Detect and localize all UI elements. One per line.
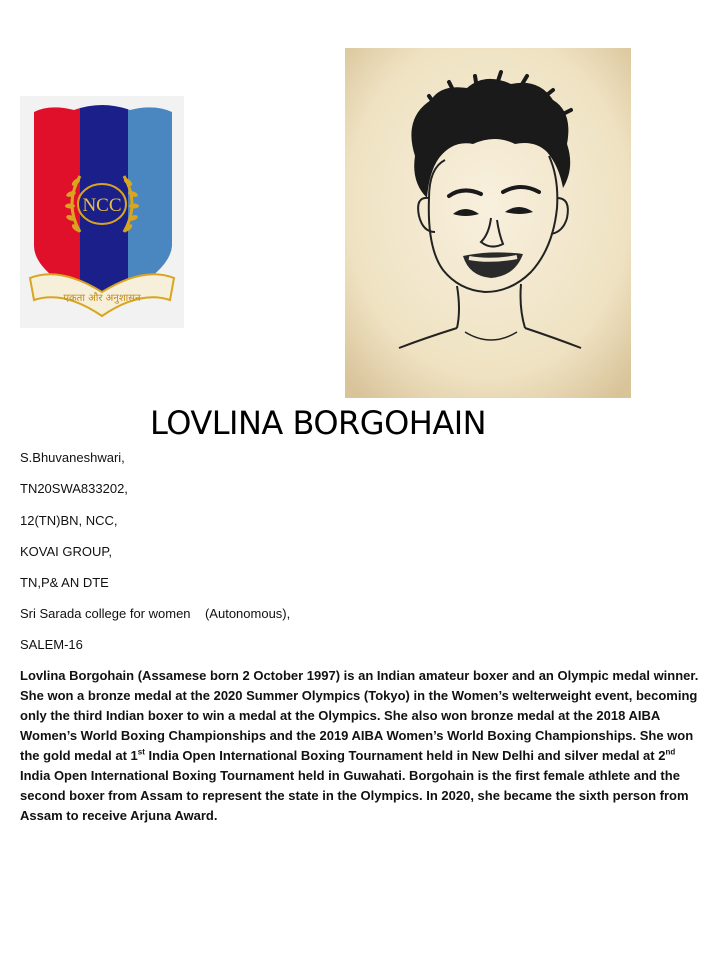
address-line-college: Sri Sarada college for women (Autonomous), — [20, 606, 291, 621]
page-title: LOVLINA BORGOHAIN — [150, 404, 487, 442]
biography-paragraph: Lovlina Borgohain (Assamese born 2 October 1997) is an Indian amateur boxer and an Olympic medal winner. She won a bronze medal at the 2020 Summer Olympics (Tokyo) in the Women’s welterweight event, becoming only the third Indian boxer to win a medal at the Olympics. She also won bronze medal at the 2018 AIBA Women’s World Boxing Championships and the 2019 AIBA Women’s World Boxing Championships. She won the gold medal at 1st India Open International Boxing Tournament held in New Delhi and silver medal at 2nd India Open International Boxing Tournament held in Guwahati. Borgohain is the first female athlete and the second boxer from Assam to represent the state in the Olympics. In 2020, she became the sixth person from Assam to receive Arjuna Award. — [20, 668, 699, 823]
address-line-directorate: TN,P& AN DTE — [20, 575, 109, 590]
address-line-battalion: 12(TN)BN, NCC, — [20, 513, 118, 528]
logo-emblem-text: NCC — [82, 195, 122, 216]
address-line-city: SALEM-16 — [20, 637, 83, 652]
ncc-logo — [20, 96, 184, 328]
address-line-name: S.Bhuvaneshwari, — [20, 450, 125, 465]
address-line-group: KOVAI GROUP, — [20, 544, 112, 559]
logo-motto: एकता और अनुशासन — [63, 293, 141, 304]
address-line-regno: TN20SWA833202, — [20, 481, 128, 496]
portrait-sketch — [345, 48, 631, 398]
